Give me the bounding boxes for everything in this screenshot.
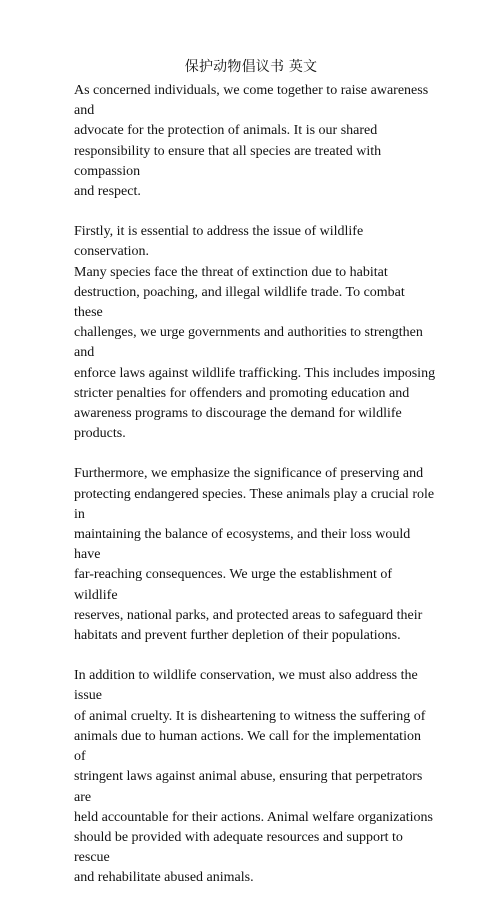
paragraph-animal-cruelty: In addition to wildlife conservation, we must also address the issue of animal cruelty. It is disheartening to witness the suffering of animals due to human actions. We call for the implementation of stringent laws against animal abuse, ensuring that perpetrators are held accountable for their actions. Animal welfare organizations should be provided with adequate resources and support to rescue and rehabilitate abused animals. (74, 668, 433, 886)
document-body (74, 81, 436, 909)
paragraph-endangered-species: Furthermore, we emphasize the significance of preserving and protecting endangered species. These animals play a crucial role in maintaining the balance of ecosystems, and their loss would have far-reaching consequences. We urge the establishment of wildlife reserves, national parks, and protected areas to safeguard their habitats and prevent further depletion of their populations. (74, 466, 435, 644)
paragraph-wildlife-conservation: Firstly, it is essential to address the issue of wildlife conservation. Many species face the threat of extinction due to habitat destruction, poaching, and illegal wildlife trade. To combat these challenges, we urge governments and authorities to strengthen and enforce laws against wildlife trafficking. This includes imposing stricter penalties for offenders and promoting education and awareness programs to discourage the demand for wildlife products. (74, 224, 436, 442)
document-title: 保护动物倡议书 英文 (184, 59, 318, 75)
paragraph-introduction: As concerned individuals, we come together to raise awareness and advocate for the protection of animals. It is our shared responsibility to ensure that all species are treated with compassion and respect. (74, 83, 429, 200)
